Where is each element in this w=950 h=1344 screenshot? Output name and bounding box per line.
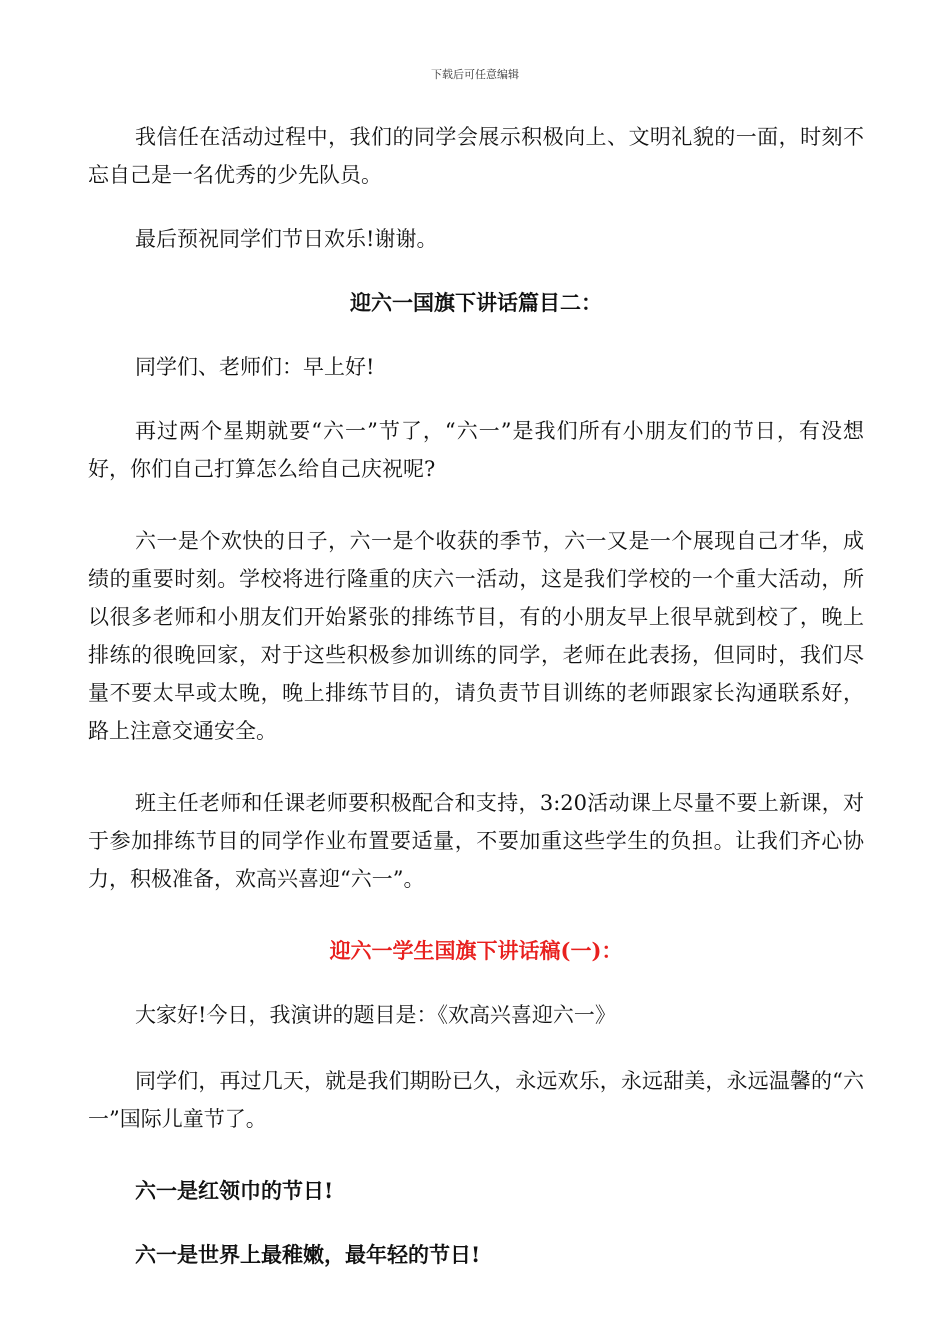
bold-paragraph: 六一是世界上最稚嫩，最年轻的节日! xyxy=(135,1242,481,1267)
paragraph: 班主任老师和任课老师要积极配合和支持，3:20活动课上尽量不要上新课，对于参加排练节目的同学作业布置要适量，不要加重这些学生的负担。让我们齐心协力，积极准备，欢高兴喜迎“六一”。 xyxy=(88,791,864,891)
page-header-note: 下载后可任意编辑 xyxy=(431,68,519,81)
paragraph: 我信任在活动过程中，我们的同学会展示积极向上、文明礼貌的一面，时刻不忘自己是一名优秀的少先队员。 xyxy=(88,125,864,187)
section-heading: 迎六一国旗下讲话篇目二： xyxy=(350,290,602,315)
paragraph: 大家好!今日，我演讲的题目是：《欢高兴喜迎六一》 xyxy=(135,1003,616,1027)
section-heading-red: 迎六一学生国旗下讲话稿(一)： xyxy=(329,938,623,963)
paragraph: 同学们、老师们：早上好! xyxy=(135,355,375,379)
paragraph: 同学们，再过几天，就是我们期盼已久，永远欢乐，永远甜美，永远温馨的“六一”国际儿童节了。 xyxy=(88,1069,864,1131)
document-body xyxy=(88,118,864,1274)
paragraph: 六一是个欢快的日子，六一是个收获的季节，六一又是一个展现自己才华，成绩的重要时刻。学校将进行隆重的庆六一活动，这是我们学校的一个重大活动，所以很多老师和小朋友们开始紧张的排练节目，有的小朋友早上很早就到校了，晚上排练的很晚回家，对于这些积极参加训练的同学，老师在此表扬，但同时，我们尽量不要太早或太晚，晚上排练节目的，请负责节目训练的老师跟家长沟通联系好，路上注意交通安全。 xyxy=(88,529,864,743)
paragraph: 再过两个星期就要“六一”节了，“六一”是我们所有小朋友们的节日，有没想好，你们自己打算怎么给自己庆祝呢? xyxy=(88,419,864,481)
paragraph: 最后预祝同学们节日欢乐!谢谢。 xyxy=(135,227,438,251)
bold-paragraph: 六一是红领巾的节日! xyxy=(135,1178,334,1203)
